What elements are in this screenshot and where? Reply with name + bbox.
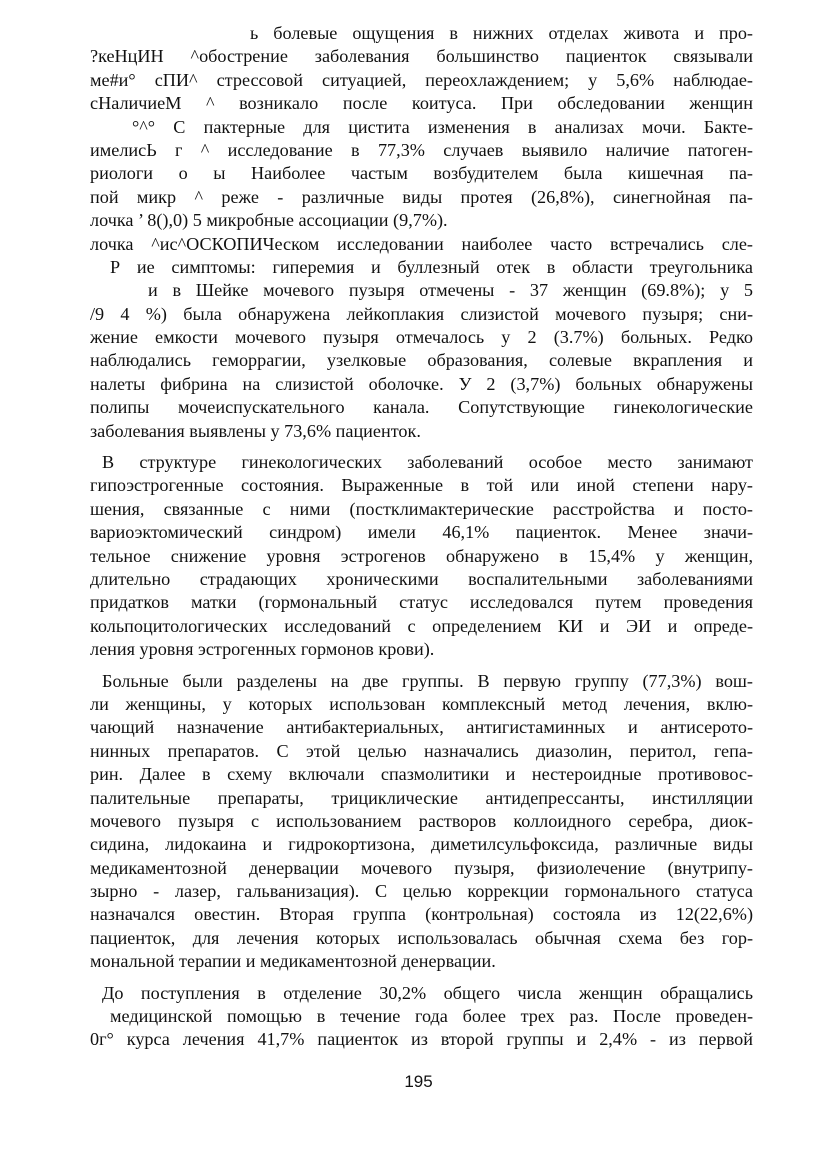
text-line: 0г° курса лечения 41,7% пациенток из второй группы и 2,4% - из первой [90,1029,753,1050]
text-line: тельное снижение уровня эстрогенов обнаружено в 15,4% у женщин, [90,545,753,566]
text-line: В структуре гинекологических заболеваний особое место занимают [102,452,753,473]
text-line: вариоэктомический синдром) имели 46,1% пациенток. Менее значи- [90,522,753,543]
text-line: наблюдались геморрагии, узелковые образования, солевые вкрапления и [90,350,753,371]
text-line: палительные препараты, трициклические антидепрессанты, инстилляции [90,787,753,808]
text-line: рин. Далее в схему включали спазмолитики и нестероидные противовос- [90,764,753,785]
text-line: До поступления в отделение 30,2% общего числа женщин обращались [102,982,753,1003]
text-line: риологи о ы Наиболее частым возбудителем была кишечная па- [90,163,753,184]
text-line: заболевания выявлены у 73,6% пациенток. [90,420,421,441]
text-line: длительно страдающих хроническими воспалительными заболеваниями [90,568,753,589]
text-line: медикаментозной денервации мочевого пузыря, физиолечение (внутрипу- [90,857,753,878]
text-line: ли женщины, у которых использован комплексный метод лечения, вклю- [90,693,753,714]
text-line: лочка ^ис^ОСКОПИЧеском исследовании наиболее часто встречались сле- [90,233,753,254]
page-number: 195 [404,1072,433,1091]
text-line: налеты фибрина на слизистой оболочке. У 2 (3,7%) больных обнаружены [90,373,753,394]
text-line: кольпоцитологических исследований с определением КИ и ЭИ и опреде- [90,615,753,636]
text-line: Р ие симптомы: гиперемия и буллезный отек в области треугольника [110,256,753,277]
text-line: лочка ’ 8(),0) 5 микробные ассоциации (9,7%). [90,210,448,231]
text-line: пациенток, для лечения которых использовалась обычная схема без гор- [90,927,753,948]
text-line: имелисЬ г ^ исследование в 77,3% случаев выявило наличие патоген- [90,139,753,160]
text-line: медицинской помощью в течение года более трех раз. После проведен- [110,1006,753,1027]
text-line: ме#и° сПИ^ стрессовой ситуацией, переохлаждением; у 5,6% наблюдае- [90,69,753,90]
text-line: Больные были разделены на две группы. В первую группу (77,3%) вош- [102,670,753,691]
text-line: мочевого пузыря с использованием растворов коллоидного серебра, диок- [90,810,753,831]
text-line: и в Шейке мочевого пузыря отмечены - 37 женщин (69.8%); у 5 [148,280,753,301]
text-line: нинных препаратов. С этой целью назначались диазолин, перитол, гепа- [90,740,753,761]
text-line: жение емкости мочевого пузыря отмечалось у 2 (3.7%) больных. Редко [90,327,753,348]
text-line: пой микр ^ реже - различные виды протея (26,8%), синегнойная па- [90,186,753,207]
text-line: чающий назначение антибактериальных, антигистаминных и антисерото- [90,717,753,738]
text-line: ления уровня эстрогенных гормонов крови). [90,639,435,660]
text-line: сидина, лидокаина и гидрокортизона, диметилсульфоксида, различные виды [90,834,753,855]
text-line: придатков матки (гормональный статус исследовался путем проведения [90,592,753,613]
text-line: полипы мочеиспускательного канала. Сопутствующие гинекологические [90,397,753,418]
text-line: гипоэстрогенные состояния. Выраженные в той или иной степени нару- [90,475,753,496]
text-line: ь болевые ощущения в нижних отделах живота и про- [250,23,753,43]
text-line: сНаличиеМ ^ возникало после коитуса. При обследовании женщин [90,93,753,114]
text-line: °^° С пактерные для цистита изменения в анализах мочи. Бакте- [132,116,753,137]
text-line: /9 4 %) была обнаружена лейкоплакия слизистой мочевого пузыря; сни- [90,303,753,324]
text-line: зырно - лазер, гальванизация). С целью коррекции гормонального статуса [90,881,753,902]
text-line: шения, связанные с ними (постклимактерические расстройства и посто- [90,498,753,519]
body-text [90,22,753,1052]
text-line: назначался овестин. Вторая группа (контрольная) состояла из 12(22,6%) [90,904,753,925]
text-line: мональной терапии и медикаментозной денервации. [90,951,496,972]
text-line: ?кеНцИН ^обострение заболевания большинство пациенток связывали [90,46,753,67]
